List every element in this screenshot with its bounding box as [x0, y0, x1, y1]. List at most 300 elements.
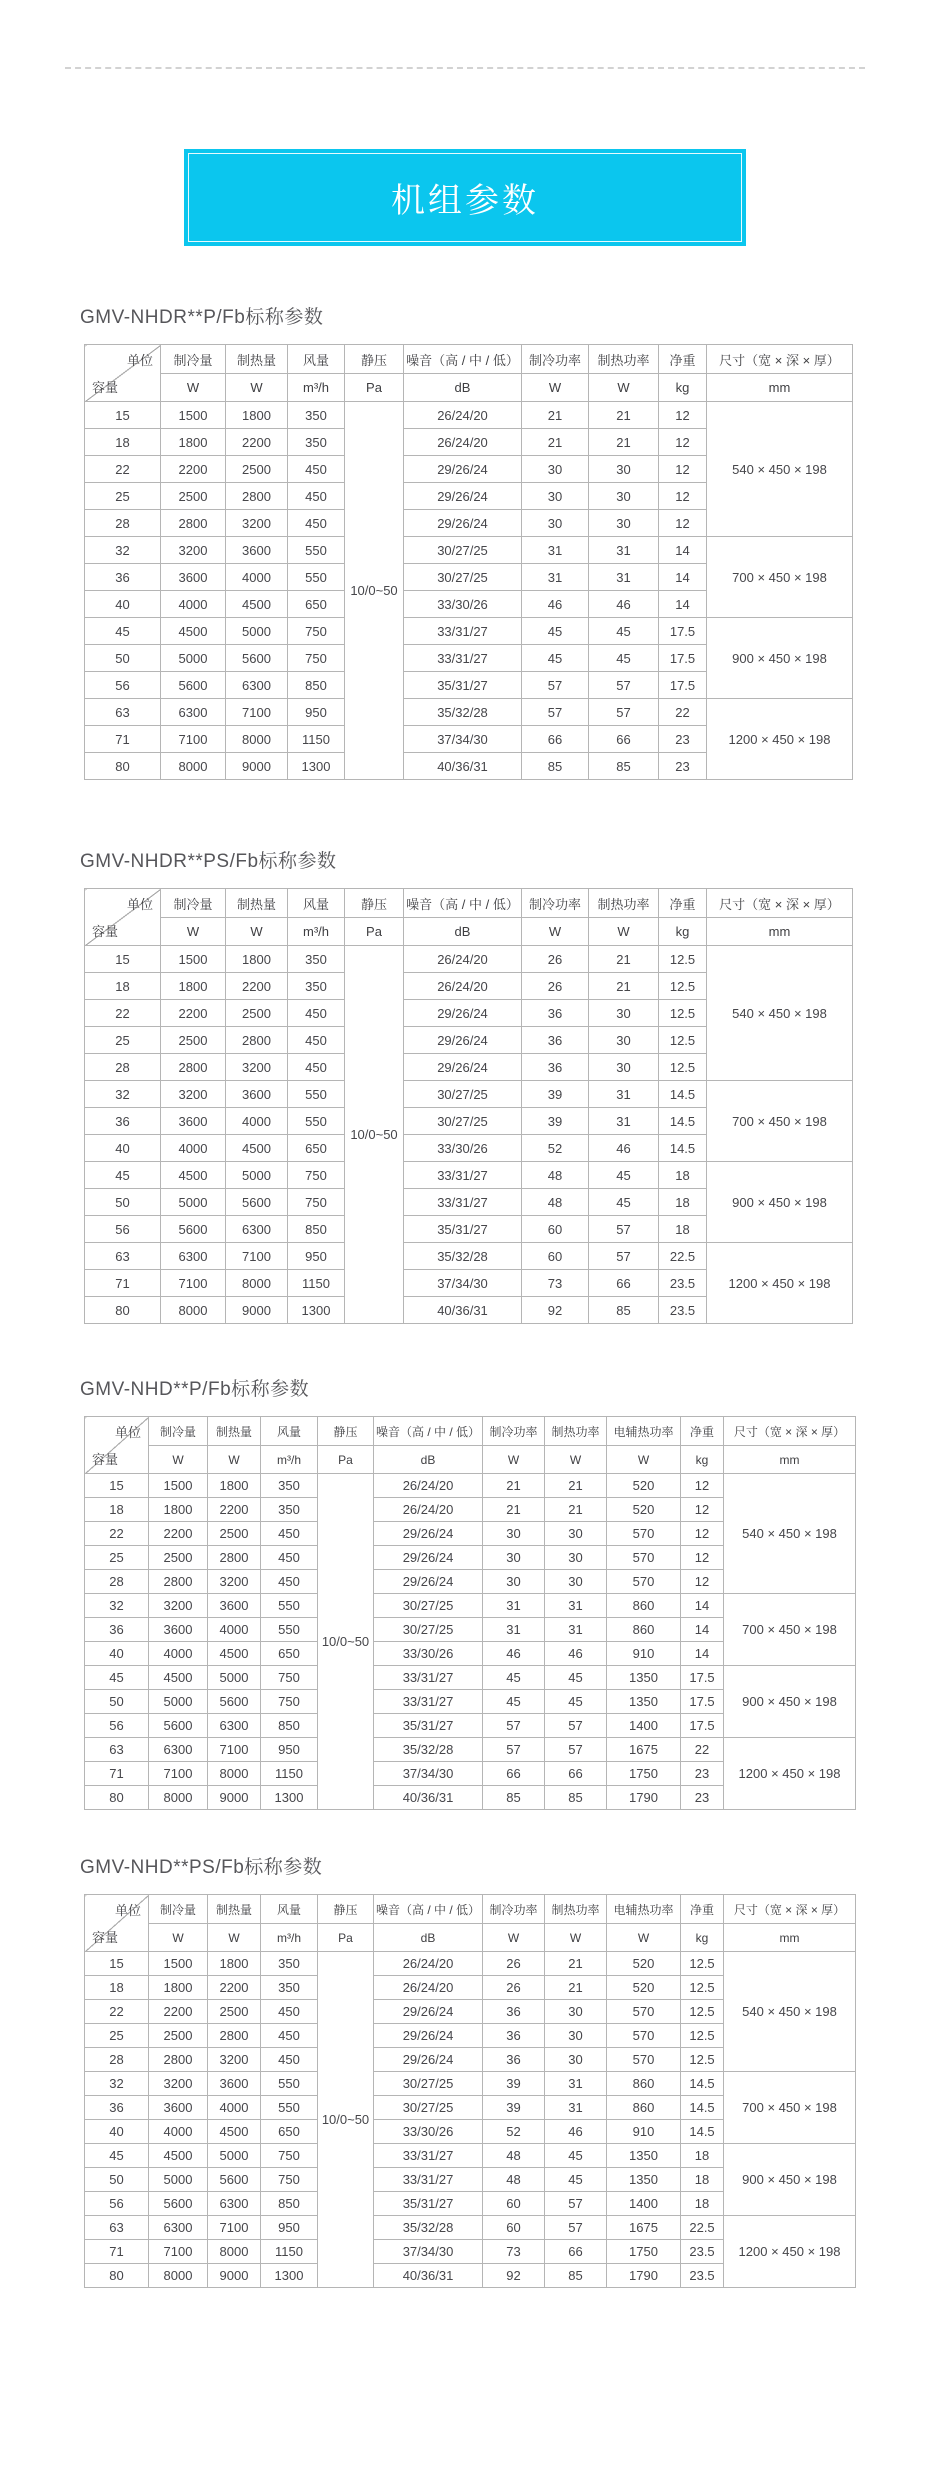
table-row [85, 2144, 856, 2168]
cooling-capacity-cell: 2500 [161, 483, 226, 510]
net-weight-cell: 14 [659, 564, 707, 591]
airflow-cell: 1300 [288, 753, 345, 780]
header-row-units [85, 1924, 856, 1952]
aux-heat-power-cell: 520 [607, 1474, 681, 1498]
heating-power-cell: 45 [545, 1690, 607, 1714]
capacity-cell: 50 [85, 1189, 161, 1216]
corner-unit-label: 单位 [114, 1425, 141, 1440]
cooling-capacity-cell: 6300 [161, 699, 226, 726]
aux-heat-power-cell: 1350 [607, 1690, 681, 1714]
table-row [85, 1162, 853, 1189]
aux-heat-power-cell: 1350 [607, 2168, 681, 2192]
cooling-power-cell: 26 [522, 973, 589, 1000]
heating-power-cell: 45 [589, 1189, 659, 1216]
net-weight-cell: 22.5 [681, 2216, 724, 2240]
cooling-capacity-cell: 2800 [161, 510, 226, 537]
dimensions-cell: 700 × 450 × 198 [707, 537, 853, 618]
noise-cell: 33/31/27 [404, 1162, 522, 1189]
table-row [85, 1474, 856, 1498]
header-row-labels [85, 1895, 856, 1924]
table-row [85, 537, 853, 564]
header-row-units [85, 918, 853, 946]
corner-unit-label: 单位 [126, 353, 153, 368]
cooling-capacity-cell: 5600 [161, 672, 226, 699]
noise-cell: 30/27/25 [374, 2072, 483, 2096]
capacity-cell: 25 [85, 483, 161, 510]
noise-cell: 30/27/25 [404, 537, 522, 564]
heating-capacity-cell: 9000 [226, 1297, 288, 1324]
dashed-divider [65, 67, 865, 69]
noise-cell: 33/31/27 [404, 645, 522, 672]
unit-header: dB [374, 1446, 483, 1474]
table-header [85, 1417, 856, 1474]
heating-power-cell: 57 [589, 1243, 659, 1270]
cooling-capacity-cell: 4000 [161, 1135, 226, 1162]
heating-power-cell: 21 [545, 1952, 607, 1976]
column-header: 制冷量 [161, 889, 226, 918]
airflow-cell: 1300 [288, 1297, 345, 1324]
cooling-power-cell: 30 [522, 456, 589, 483]
aux-heat-power-cell: 520 [607, 1976, 681, 2000]
cooling-power-cell: 92 [522, 1297, 589, 1324]
heating-capacity-cell: 5000 [226, 1162, 288, 1189]
net-weight-cell: 12 [681, 1570, 724, 1594]
capacity-cell: 71 [85, 726, 161, 753]
airflow-cell: 1300 [261, 2264, 318, 2288]
capacity-cell: 36 [85, 1108, 161, 1135]
heating-capacity-cell: 5600 [226, 645, 288, 672]
heating-power-cell: 57 [589, 699, 659, 726]
unit-header: kg [659, 918, 707, 946]
airflow-cell: 550 [261, 1594, 318, 1618]
noise-cell: 29/26/24 [374, 1570, 483, 1594]
noise-cell: 33/31/27 [374, 2168, 483, 2192]
unit-header: W [161, 374, 226, 402]
unit-header: W [483, 1924, 545, 1952]
cooling-capacity-cell: 8000 [149, 2264, 208, 2288]
static-pressure-cell: 10/0~50 [345, 946, 404, 1324]
heating-power-cell: 30 [545, 1570, 607, 1594]
noise-cell: 29/26/24 [404, 1027, 522, 1054]
capacity-cell: 80 [85, 1786, 149, 1810]
heating-power-cell: 31 [545, 1618, 607, 1642]
cooling-power-cell: 39 [483, 2096, 545, 2120]
capacity-cell: 36 [85, 1618, 149, 1642]
net-weight-cell: 23.5 [659, 1270, 707, 1297]
net-weight-cell: 14.5 [659, 1081, 707, 1108]
corner-unit-label: 单位 [126, 897, 153, 912]
cooling-capacity-cell: 4000 [149, 2120, 208, 2144]
heating-power-cell: 45 [589, 1162, 659, 1189]
noise-cell: 37/34/30 [404, 726, 522, 753]
spec-table [84, 344, 853, 780]
table-row [85, 1243, 853, 1270]
airflow-cell: 350 [261, 1976, 318, 2000]
heating-capacity-cell: 5000 [208, 1666, 261, 1690]
capacity-cell: 15 [85, 946, 161, 973]
cooling-capacity-cell: 4000 [149, 1642, 208, 1666]
airflow-cell: 1300 [261, 1786, 318, 1810]
heating-capacity-cell: 8000 [226, 1270, 288, 1297]
airflow-cell: 650 [261, 1642, 318, 1666]
net-weight-cell: 18 [681, 2144, 724, 2168]
column-header: 风量 [288, 889, 345, 918]
heating-power-cell: 66 [545, 2240, 607, 2264]
capacity-cell: 22 [85, 1000, 161, 1027]
capacity-cell: 40 [85, 1642, 149, 1666]
heating-capacity-cell: 4000 [208, 1618, 261, 1642]
noise-cell: 37/34/30 [374, 2240, 483, 2264]
spec-section [80, 848, 930, 1324]
net-weight-cell: 22 [659, 699, 707, 726]
cooling-power-cell: 36 [522, 1027, 589, 1054]
noise-cell: 29/26/24 [404, 456, 522, 483]
cooling-power-cell: 45 [483, 1666, 545, 1690]
noise-cell: 33/30/26 [374, 1642, 483, 1666]
capacity-cell: 40 [85, 2120, 149, 2144]
net-weight-cell: 14.5 [659, 1108, 707, 1135]
unit-header: mm [707, 918, 853, 946]
dimensions-cell: 700 × 450 × 198 [724, 1594, 856, 1666]
heating-capacity-cell: 4500 [226, 1135, 288, 1162]
heating-capacity-cell: 2800 [208, 1546, 261, 1570]
heating-capacity-cell: 7100 [208, 1738, 261, 1762]
cooling-power-cell: 26 [522, 946, 589, 973]
capacity-cell: 56 [85, 1714, 149, 1738]
heating-capacity-cell: 2200 [208, 1498, 261, 1522]
column-header: 制热功率 [545, 1417, 607, 1446]
unit-header: W [149, 1446, 208, 1474]
spec-table [84, 1416, 856, 1810]
net-weight-cell: 12 [659, 402, 707, 429]
cooling-capacity-cell: 2200 [161, 456, 226, 483]
capacity-cell: 71 [85, 1762, 149, 1786]
banner-title: 机组参数 [391, 182, 539, 220]
spec-table [84, 888, 853, 1324]
cooling-power-cell: 31 [522, 564, 589, 591]
noise-cell: 35/32/28 [374, 2216, 483, 2240]
net-weight-cell: 23.5 [659, 1297, 707, 1324]
heating-power-cell: 30 [589, 1027, 659, 1054]
noise-cell: 26/24/20 [404, 946, 522, 973]
noise-cell: 30/27/25 [404, 1081, 522, 1108]
airflow-cell: 450 [288, 1054, 345, 1081]
airflow-cell: 450 [288, 1000, 345, 1027]
cooling-capacity-cell: 7100 [161, 1270, 226, 1297]
cooling-capacity-cell: 5000 [149, 1690, 208, 1714]
column-header: 静压 [318, 1417, 374, 1446]
dimensions-cell: 900 × 450 × 198 [724, 1666, 856, 1738]
airflow-cell: 550 [261, 1618, 318, 1642]
corner-capacity-label: 容量 [92, 380, 119, 395]
noise-cell: 40/36/31 [404, 1297, 522, 1324]
heating-capacity-cell: 2500 [226, 456, 288, 483]
noise-cell: 40/36/31 [404, 753, 522, 780]
cooling-capacity-cell: 2500 [149, 1546, 208, 1570]
unit-header: W [208, 1446, 261, 1474]
column-header: 净重 [659, 889, 707, 918]
noise-cell: 35/31/27 [374, 1714, 483, 1738]
heating-capacity-cell: 3200 [226, 1054, 288, 1081]
column-header: 风量 [261, 1417, 318, 1446]
heating-power-cell: 31 [589, 1081, 659, 1108]
heating-capacity-cell: 3200 [208, 2048, 261, 2072]
unit-header: mm [707, 374, 853, 402]
heating-capacity-cell: 2500 [226, 1000, 288, 1027]
cooling-power-cell: 52 [483, 2120, 545, 2144]
noise-cell: 26/24/20 [374, 1952, 483, 1976]
section-title: GMV-NHDR**P/Fb标称参数 [80, 307, 324, 328]
net-weight-cell: 23.5 [681, 2240, 724, 2264]
heating-power-cell: 31 [589, 1108, 659, 1135]
heating-capacity-cell: 8000 [208, 2240, 261, 2264]
unit-header: m³/h [288, 918, 345, 946]
capacity-cell: 45 [85, 2144, 149, 2168]
noise-cell: 26/24/20 [404, 402, 522, 429]
airflow-cell: 550 [288, 537, 345, 564]
heating-power-cell: 45 [545, 1666, 607, 1690]
heating-capacity-cell: 2200 [226, 973, 288, 1000]
heating-capacity-cell: 5000 [226, 618, 288, 645]
cooling-power-cell: 57 [522, 699, 589, 726]
column-header: 制热量 [226, 889, 288, 918]
noise-cell: 29/26/24 [404, 1054, 522, 1081]
capacity-cell: 22 [85, 2000, 149, 2024]
cooling-power-cell: 30 [483, 1522, 545, 1546]
table-body [85, 1474, 856, 1810]
capacity-cell: 45 [85, 1666, 149, 1690]
net-weight-cell: 12.5 [659, 1027, 707, 1054]
net-weight-cell: 14.5 [681, 2120, 724, 2144]
noise-cell: 29/26/24 [404, 1000, 522, 1027]
cooling-power-cell: 57 [483, 1714, 545, 1738]
column-header: 制冷功率 [522, 889, 589, 918]
airflow-cell: 950 [261, 1738, 318, 1762]
airflow-cell: 1150 [288, 1270, 345, 1297]
heating-power-cell: 45 [545, 2168, 607, 2192]
capacity-cell: 63 [85, 699, 161, 726]
airflow-cell: 1150 [261, 2240, 318, 2264]
heating-power-cell: 30 [589, 1000, 659, 1027]
heating-capacity-cell: 3200 [226, 510, 288, 537]
airflow-cell: 450 [261, 2000, 318, 2024]
section-title: GMV-NHD**PS/Fb标称参数 [80, 1857, 323, 1878]
cooling-capacity-cell: 2800 [149, 2048, 208, 2072]
unit-header: Pa [345, 918, 404, 946]
dimensions-cell: 540 × 450 × 198 [724, 1952, 856, 2072]
heating-power-cell: 46 [589, 591, 659, 618]
cooling-power-cell: 36 [522, 1000, 589, 1027]
heating-capacity-cell: 2800 [226, 483, 288, 510]
airflow-cell: 750 [288, 1162, 345, 1189]
column-header: 尺寸（宽 × 深 × 厚） [707, 889, 853, 918]
aux-heat-power-cell: 520 [607, 1498, 681, 1522]
section-title: GMV-NHDR**PS/Fb标称参数 [80, 851, 337, 872]
table-row [85, 402, 853, 429]
header-row-labels [85, 345, 853, 374]
table-body [85, 402, 853, 780]
heating-power-cell: 85 [589, 753, 659, 780]
airflow-cell: 350 [261, 1474, 318, 1498]
cooling-capacity-cell: 4500 [161, 618, 226, 645]
spec-table [84, 1894, 856, 2288]
cooling-capacity-cell: 3200 [161, 537, 226, 564]
capacity-cell: 63 [85, 1738, 149, 1762]
net-weight-cell: 12.5 [659, 973, 707, 1000]
noise-cell: 29/26/24 [404, 510, 522, 537]
net-weight-cell: 14 [659, 591, 707, 618]
table-header [85, 889, 853, 946]
capacity-cell: 40 [85, 1135, 161, 1162]
aux-heat-power-cell: 570 [607, 1522, 681, 1546]
cooling-capacity-cell: 1800 [149, 1498, 208, 1522]
cooling-capacity-cell: 6300 [161, 1243, 226, 1270]
noise-cell: 35/31/27 [374, 2192, 483, 2216]
heating-power-cell: 21 [589, 402, 659, 429]
table-row [85, 618, 853, 645]
cooling-power-cell: 26 [483, 1976, 545, 2000]
cooling-capacity-cell: 7100 [149, 1762, 208, 1786]
column-header: 制冷量 [149, 1895, 208, 1924]
noise-cell: 29/26/24 [374, 1522, 483, 1546]
heating-power-cell: 85 [589, 1297, 659, 1324]
noise-cell: 33/30/26 [374, 2120, 483, 2144]
capacity-cell: 32 [85, 2072, 149, 2096]
cooling-power-cell: 36 [483, 2048, 545, 2072]
dimensions-cell: 1200 × 450 × 198 [724, 2216, 856, 2288]
heating-capacity-cell: 5000 [208, 2144, 261, 2168]
heating-capacity-cell: 5600 [208, 1690, 261, 1714]
capacity-cell: 22 [85, 456, 161, 483]
capacity-cell: 32 [85, 1081, 161, 1108]
aux-heat-power-cell: 1790 [607, 2264, 681, 2288]
cooling-power-cell: 46 [483, 1642, 545, 1666]
cooling-capacity-cell: 1500 [161, 946, 226, 973]
heating-power-cell: 57 [589, 672, 659, 699]
dimensions-cell: 540 × 450 × 198 [724, 1474, 856, 1594]
header-row-units [85, 374, 853, 402]
aux-heat-power-cell: 570 [607, 1570, 681, 1594]
corner-capacity-label: 容量 [92, 924, 119, 939]
net-weight-cell: 12.5 [681, 1952, 724, 1976]
cooling-capacity-cell: 1800 [149, 1976, 208, 2000]
cooling-power-cell: 48 [522, 1189, 589, 1216]
cooling-power-cell: 45 [483, 1690, 545, 1714]
heating-capacity-cell: 1800 [208, 1474, 261, 1498]
capacity-cell: 71 [85, 1270, 161, 1297]
noise-cell: 26/24/20 [404, 429, 522, 456]
capacity-cell: 40 [85, 591, 161, 618]
capacity-cell: 50 [85, 2168, 149, 2192]
airflow-cell: 750 [261, 2144, 318, 2168]
cooling-power-cell: 48 [522, 1162, 589, 1189]
airflow-cell: 550 [288, 564, 345, 591]
noise-cell: 29/26/24 [374, 2048, 483, 2072]
airflow-cell: 850 [288, 1216, 345, 1243]
column-header: 制冷功率 [522, 345, 589, 374]
noise-cell: 26/24/20 [374, 1498, 483, 1522]
heating-power-cell: 21 [589, 429, 659, 456]
noise-cell: 33/31/27 [374, 1690, 483, 1714]
heating-power-cell: 30 [589, 510, 659, 537]
aux-heat-power-cell: 860 [607, 1618, 681, 1642]
cooling-power-cell: 36 [483, 2000, 545, 2024]
noise-cell: 33/30/26 [404, 1135, 522, 1162]
noise-cell: 33/31/27 [374, 2144, 483, 2168]
heating-power-cell: 85 [545, 2264, 607, 2288]
cooling-capacity-cell: 5600 [149, 2192, 208, 2216]
net-weight-cell: 17.5 [681, 1714, 724, 1738]
cooling-capacity-cell: 2500 [149, 2024, 208, 2048]
net-weight-cell: 23 [659, 726, 707, 753]
unit-header: W [208, 1924, 261, 1952]
airflow-cell: 750 [261, 1666, 318, 1690]
heating-capacity-cell: 2200 [208, 1976, 261, 2000]
noise-cell: 35/32/28 [404, 1243, 522, 1270]
capacity-cell: 32 [85, 537, 161, 564]
airflow-cell: 750 [288, 618, 345, 645]
column-header: 电辅热功率 [607, 1895, 681, 1924]
aux-heat-power-cell: 860 [607, 1594, 681, 1618]
column-header: 制热量 [208, 1417, 261, 1446]
noise-cell: 35/31/27 [404, 672, 522, 699]
cooling-power-cell: 46 [522, 591, 589, 618]
cooling-power-cell: 45 [522, 618, 589, 645]
unit-header: Pa [318, 1924, 374, 1952]
net-weight-cell: 23 [681, 1786, 724, 1810]
airflow-cell: 550 [261, 2072, 318, 2096]
cooling-power-cell: 31 [483, 1594, 545, 1618]
column-header: 风量 [261, 1895, 318, 1924]
heating-capacity-cell: 3600 [208, 2072, 261, 2096]
heating-power-cell: 31 [589, 564, 659, 591]
cooling-power-cell: 57 [522, 672, 589, 699]
table-row [85, 1666, 856, 1690]
dimensions-cell: 900 × 450 × 198 [724, 2144, 856, 2216]
heating-power-cell: 21 [545, 1474, 607, 1498]
airflow-cell: 450 [261, 2024, 318, 2048]
corner-header [85, 1417, 149, 1474]
corner-unit-label: 单位 [114, 1903, 141, 1918]
noise-cell: 29/26/24 [374, 2000, 483, 2024]
heating-power-cell: 66 [589, 726, 659, 753]
cooling-capacity-cell: 2800 [161, 1054, 226, 1081]
noise-cell: 37/34/30 [404, 1270, 522, 1297]
heating-capacity-cell: 5600 [226, 1189, 288, 1216]
cooling-capacity-cell: 2800 [149, 1570, 208, 1594]
heating-capacity-cell: 7100 [226, 699, 288, 726]
dimensions-cell: 1200 × 450 × 198 [707, 1243, 853, 1324]
column-header: 制冷功率 [483, 1417, 545, 1446]
cooling-power-cell: 30 [522, 483, 589, 510]
net-weight-cell: 22 [681, 1738, 724, 1762]
net-weight-cell: 17.5 [659, 672, 707, 699]
heating-capacity-cell: 7100 [226, 1243, 288, 1270]
cooling-capacity-cell: 2200 [149, 1522, 208, 1546]
unit-header: W [607, 1924, 681, 1952]
aux-heat-power-cell: 570 [607, 2048, 681, 2072]
aux-heat-power-cell: 1750 [607, 1762, 681, 1786]
airflow-cell: 750 [261, 2168, 318, 2192]
unit-header: dB [374, 1924, 483, 1952]
capacity-cell: 15 [85, 402, 161, 429]
heating-capacity-cell: 4000 [208, 2096, 261, 2120]
spec-section [80, 304, 930, 780]
cooling-power-cell: 60 [522, 1216, 589, 1243]
unit-header: W [226, 374, 288, 402]
airflow-cell: 750 [261, 1690, 318, 1714]
cooling-capacity-cell: 5000 [149, 2168, 208, 2192]
